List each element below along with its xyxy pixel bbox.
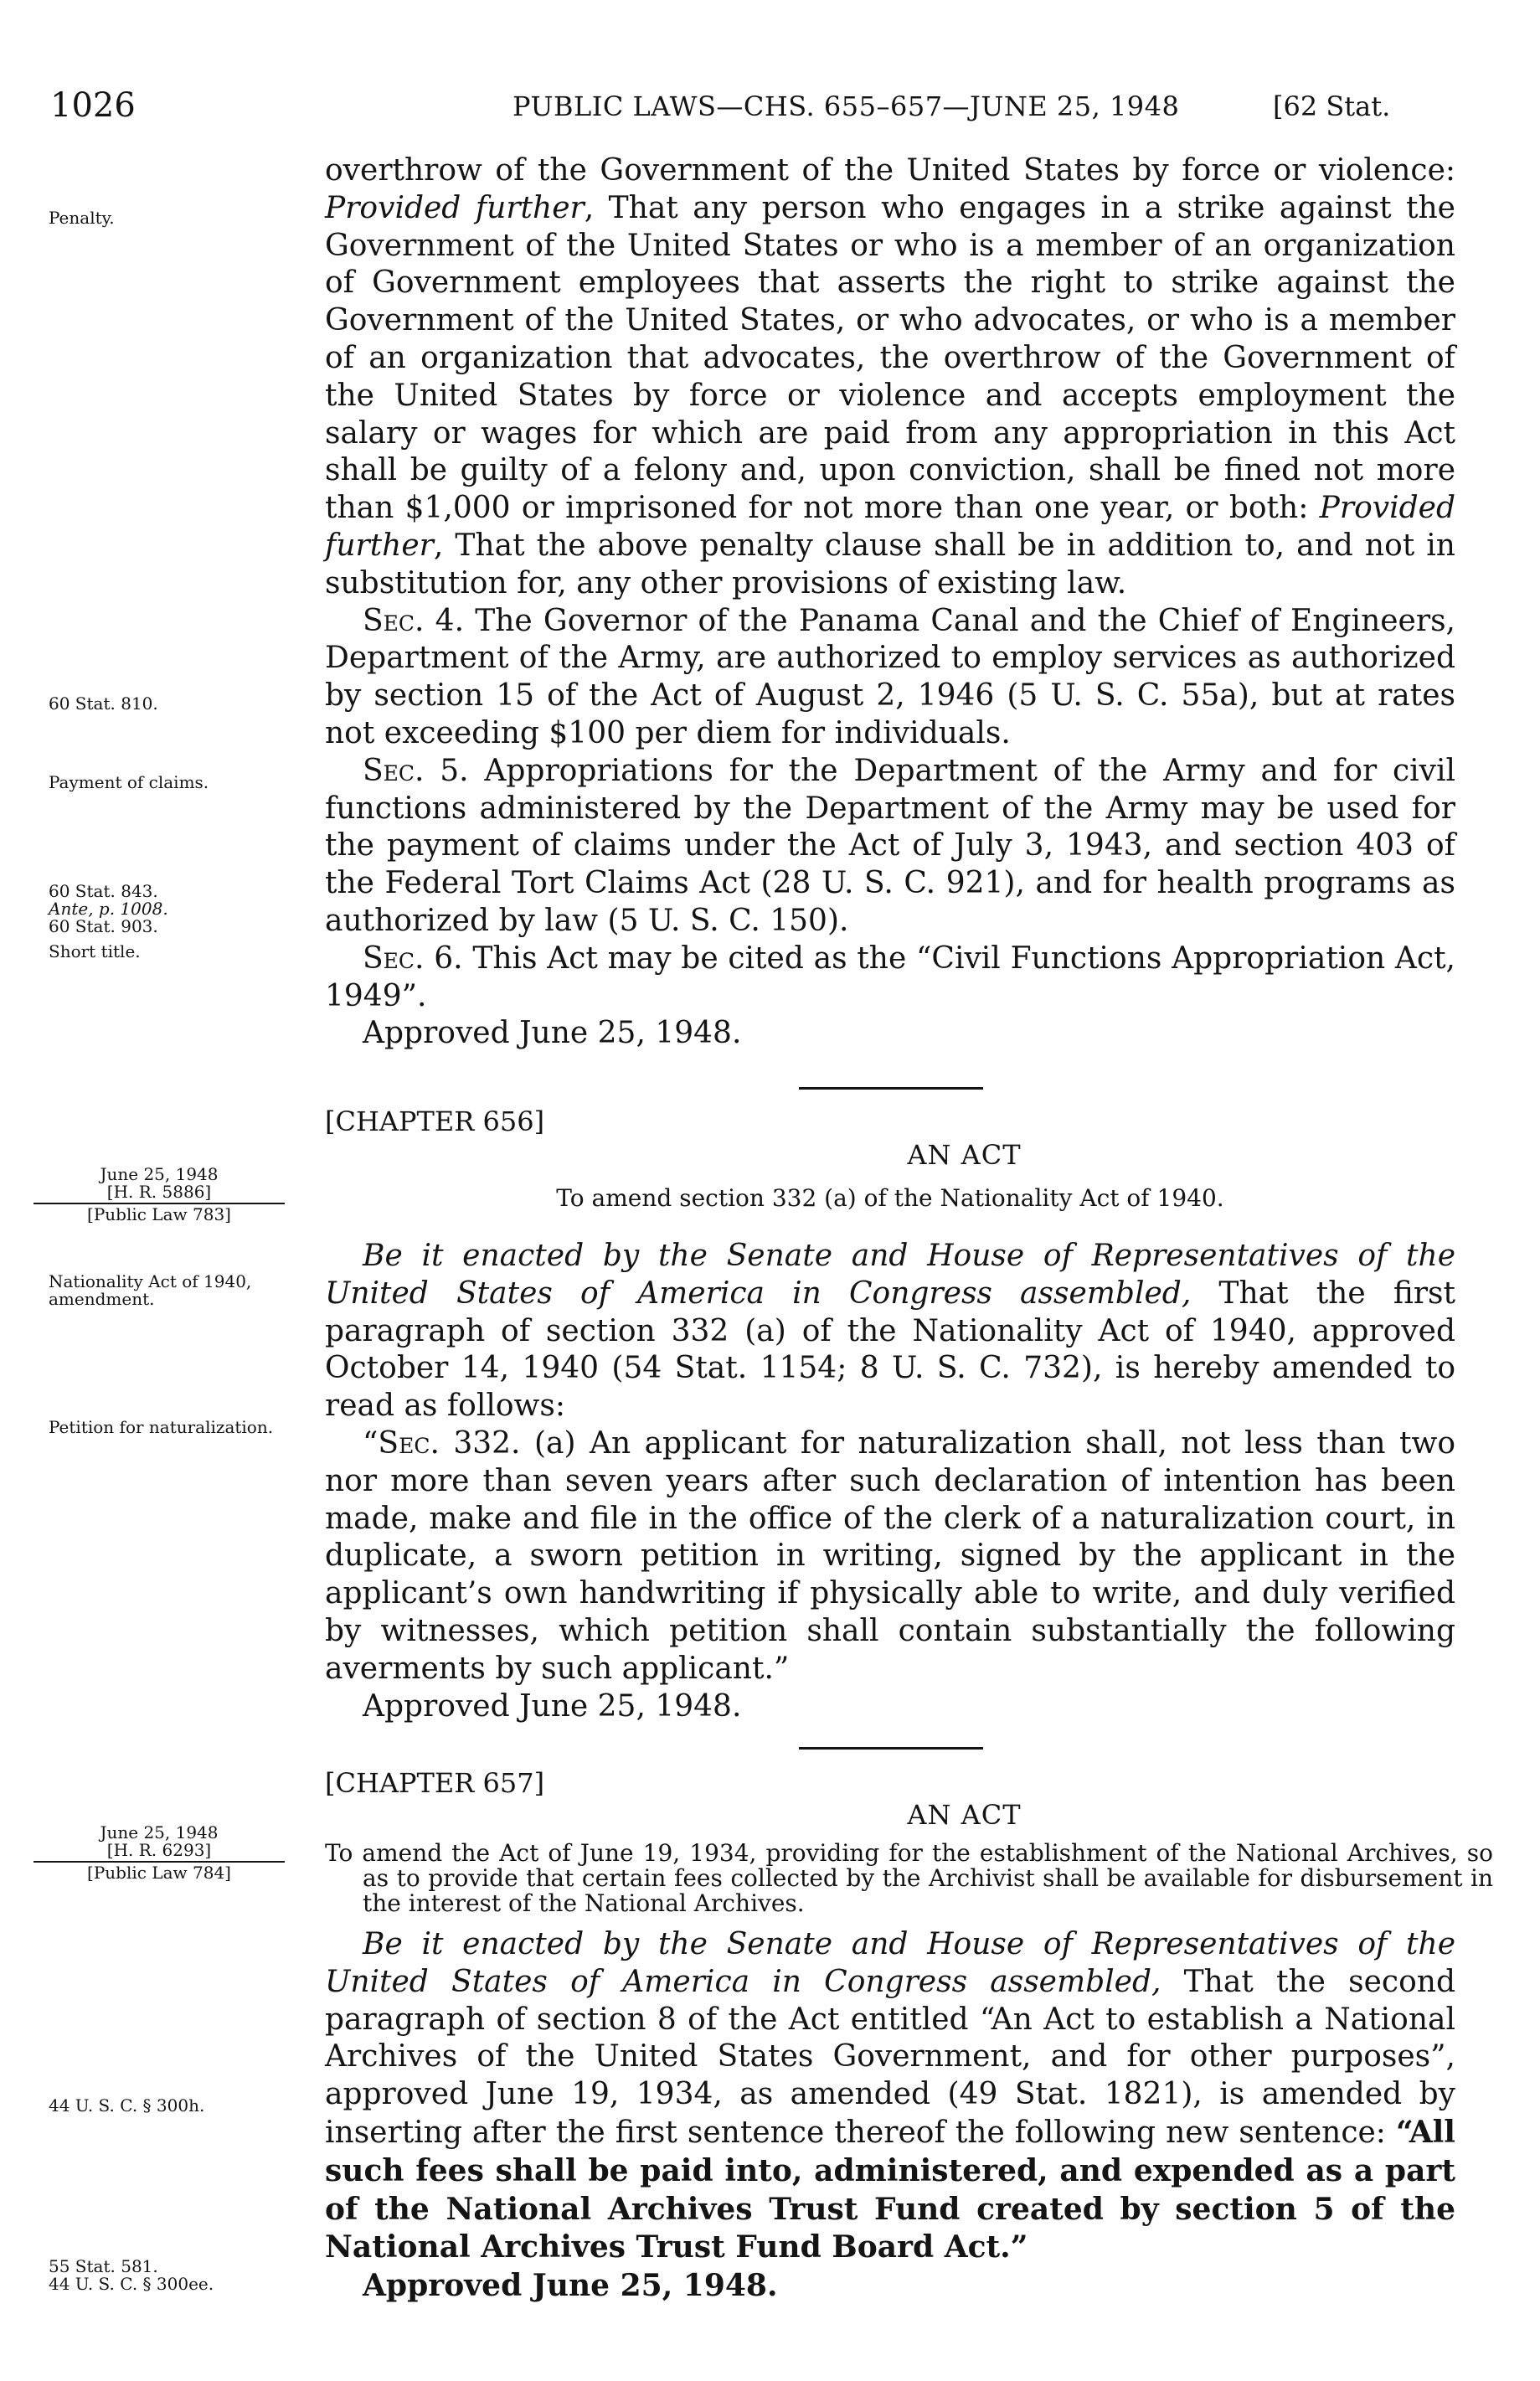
margin-ch657-date: June 25, 1948	[100, 1822, 219, 1842]
margin-penalty: Penalty.	[49, 208, 115, 228]
margin-payment-of-claims: Payment of claims.	[49, 772, 209, 792]
sec5-label: Sec. 5.	[363, 753, 469, 788]
enacting-clause-656: Be it enacted by the Senate and House of Representatives of the United States of America in Congress assembled,	[325, 1239, 1455, 1311]
margin-ch656-date: June 25, 1948	[100, 1164, 219, 1184]
margin-ch656-pl: [Public Law 783]	[87, 1204, 231, 1224]
margin-ch657-pl: [Public Law 784]	[87, 1863, 231, 1883]
margin-petition: Petition for naturalization.	[49, 1417, 274, 1437]
sec6-text: This Act may be cited as the “Civil Functions Appropriation Act, 1949”.	[325, 941, 1455, 1013]
margin-60-stat-810: 60 Stat. 810.	[49, 693, 158, 714]
section-6	[325, 941, 1455, 1016]
an-act-657-label: AN ACT	[907, 1799, 1022, 1831]
margin-ch657-ids	[33, 1824, 285, 1882]
purpose-656: To amend section 332 (a) of the Nationality Act of 1940.	[556, 1184, 1224, 1212]
an-act-656-label: AN ACT	[907, 1139, 1022, 1171]
body-657: That the second paragraph of section 8 of the Act entitled “An Act to establish a National Archives of the United States Government, and for other purposes”, approved June 19, 1934, as amended (49 Stat. 1821), is amended by inserting after the first sentence thereof the following new sentence:	[325, 1964, 1455, 2150]
sec3-proviso-1: Provided further	[325, 190, 585, 225]
sec4-text: The Governor of the Panama Canal and the Chief of Engineers, Department of the Army, are authorized to employ services as authorized by section 15 of the Act of August 2, 1946 (5 U. S. C. 55a), but at rates not exceeding $100 per diem for individuals.	[325, 603, 1455, 750]
chapter-657-heading: [CHAPTER 657]	[325, 1767, 545, 1799]
sec5-text: Appropriations for the Department of the Army and for civil functions administered by the Department of the Army may be used for the payment of claims under the Act of July 3, 1943, and section 403 of the Federal Tort Claims Act (28 U. S. C. 921), and for health programs as authorized by law (5 U. S. C. 150).	[325, 753, 1455, 938]
inserted-sentence-657: “All such fees shall be paid into, administered, and expended as a part of the National Archives Trust Fund created by section 5 of the National Archives Trust Fund Board Act.”	[325, 2114, 1455, 2265]
section-4	[325, 603, 1455, 753]
quote-text-656: (a) An applicant for naturalization shall, not less than two nor more than seven years after such declaration of intention has been made, make and file in the office of the clerk of a naturalization court, in duplicate, a sworn petition in writing, signed by the applicant in the applicant’s own handwriting if physically able to write, and duly verified by witnesses, which petition shall contain substantially the following averments by such applicant.”	[325, 1425, 1455, 1686]
margin-stat-581: 55 Stat. 581.	[49, 2256, 158, 2276]
margin-ante: Ante, p. 1008.	[49, 899, 168, 919]
sec3-text-a: overthrow of the Government of the United States by force or violence:	[325, 153, 1455, 188]
volume-reference: [62 Stat.	[1273, 90, 1391, 122]
chapter-657-body	[325, 1926, 1455, 2305]
margin-usc-300ee: 44 U. S. C. § 300ee.	[49, 2274, 214, 2294]
purpose-657: To amend the Act of June 19, 1934, providing for the establishment of the National Archives, so as to provide that certain fees collected by the Archivist shall be available for disbursement in the interest of the National Archives.	[325, 1839, 1493, 1917]
chapter-divider	[799, 1087, 983, 1090]
margin-55-stat-581	[49, 2258, 300, 2293]
body-656: That the first paragraph of section 332 (a) of the Nationality Act of 1940, approved October 14, 1940 (54 Stat. 1154; 8 U. S. C. 732), is hereby amended to read as follows:	[325, 1276, 1455, 1424]
margin-stat-843: 60 Stat. 843.	[49, 881, 158, 901]
margin-stat-903: 60 Stat. 903.	[49, 916, 158, 936]
sec3-proviso-2: Provided further	[325, 491, 1455, 563]
section-5	[325, 753, 1455, 941]
quote-label-656: Sec. 332.	[378, 1425, 521, 1461]
sec3-text-b: , That any person who engages in a strike against the Government of the United States or who is a member of an organization of Government employees that asserts the right to strike against the Government of the United States, or who advocates, or who is a member of an organization that advocates, the overthrow of the Government of the United States by force or violence and accepts employment the salary or wages for which are paid from any appropriation in this Act shall be guilty of a felony and, upon conviction, shall be fined not more than $1,000 or imprisoned for not more than one year, or both:	[325, 190, 1455, 526]
margin-short-title: Short title.	[49, 941, 141, 961]
chapter-656-body	[325, 1238, 1455, 1725]
sec6-label: Sec. 6.	[363, 941, 463, 976]
running-title: PUBLIC LAWS—CHS. 655–657—JUNE 25, 1948	[512, 90, 1180, 122]
approved-655: Approved June 25, 1948.	[363, 1016, 742, 1051]
enacting-clause-657: Be it enacted by the Senate and House of Representatives of the United States of America in Congress assembled,	[325, 1927, 1455, 1999]
quote-open-656: “	[363, 1425, 379, 1461]
margin-ch656-hr: [H. R. 5886]	[106, 1182, 212, 1202]
approved-656: Approved June 25, 1948.	[363, 1688, 742, 1724]
margin-ch657-hr: [H. R. 6293]	[106, 1840, 212, 1860]
margin-nationality-act: Nationality Act of 1940, amendment.	[49, 1271, 252, 1309]
chapter-divider	[799, 1747, 983, 1750]
chapter-656-heading: [CHAPTER 656]	[325, 1105, 545, 1137]
section-3-continuation	[325, 152, 1455, 1053]
margin-60-stat-843	[49, 883, 300, 935]
approved-657: Approved June 25, 1948.	[363, 2268, 778, 2304]
sec3-text-c: , That the above penalty clause shall be in addition to, and not in substitution for, any other provisions of existing law.	[325, 528, 1455, 600]
margin-44-usc-300h: 44 U. S. C. § 300h.	[49, 2095, 205, 2116]
page-number: 1026	[50, 86, 136, 125]
sec4-label: Sec. 4.	[363, 603, 465, 638]
margin-ch656-ids	[33, 1166, 285, 1224]
